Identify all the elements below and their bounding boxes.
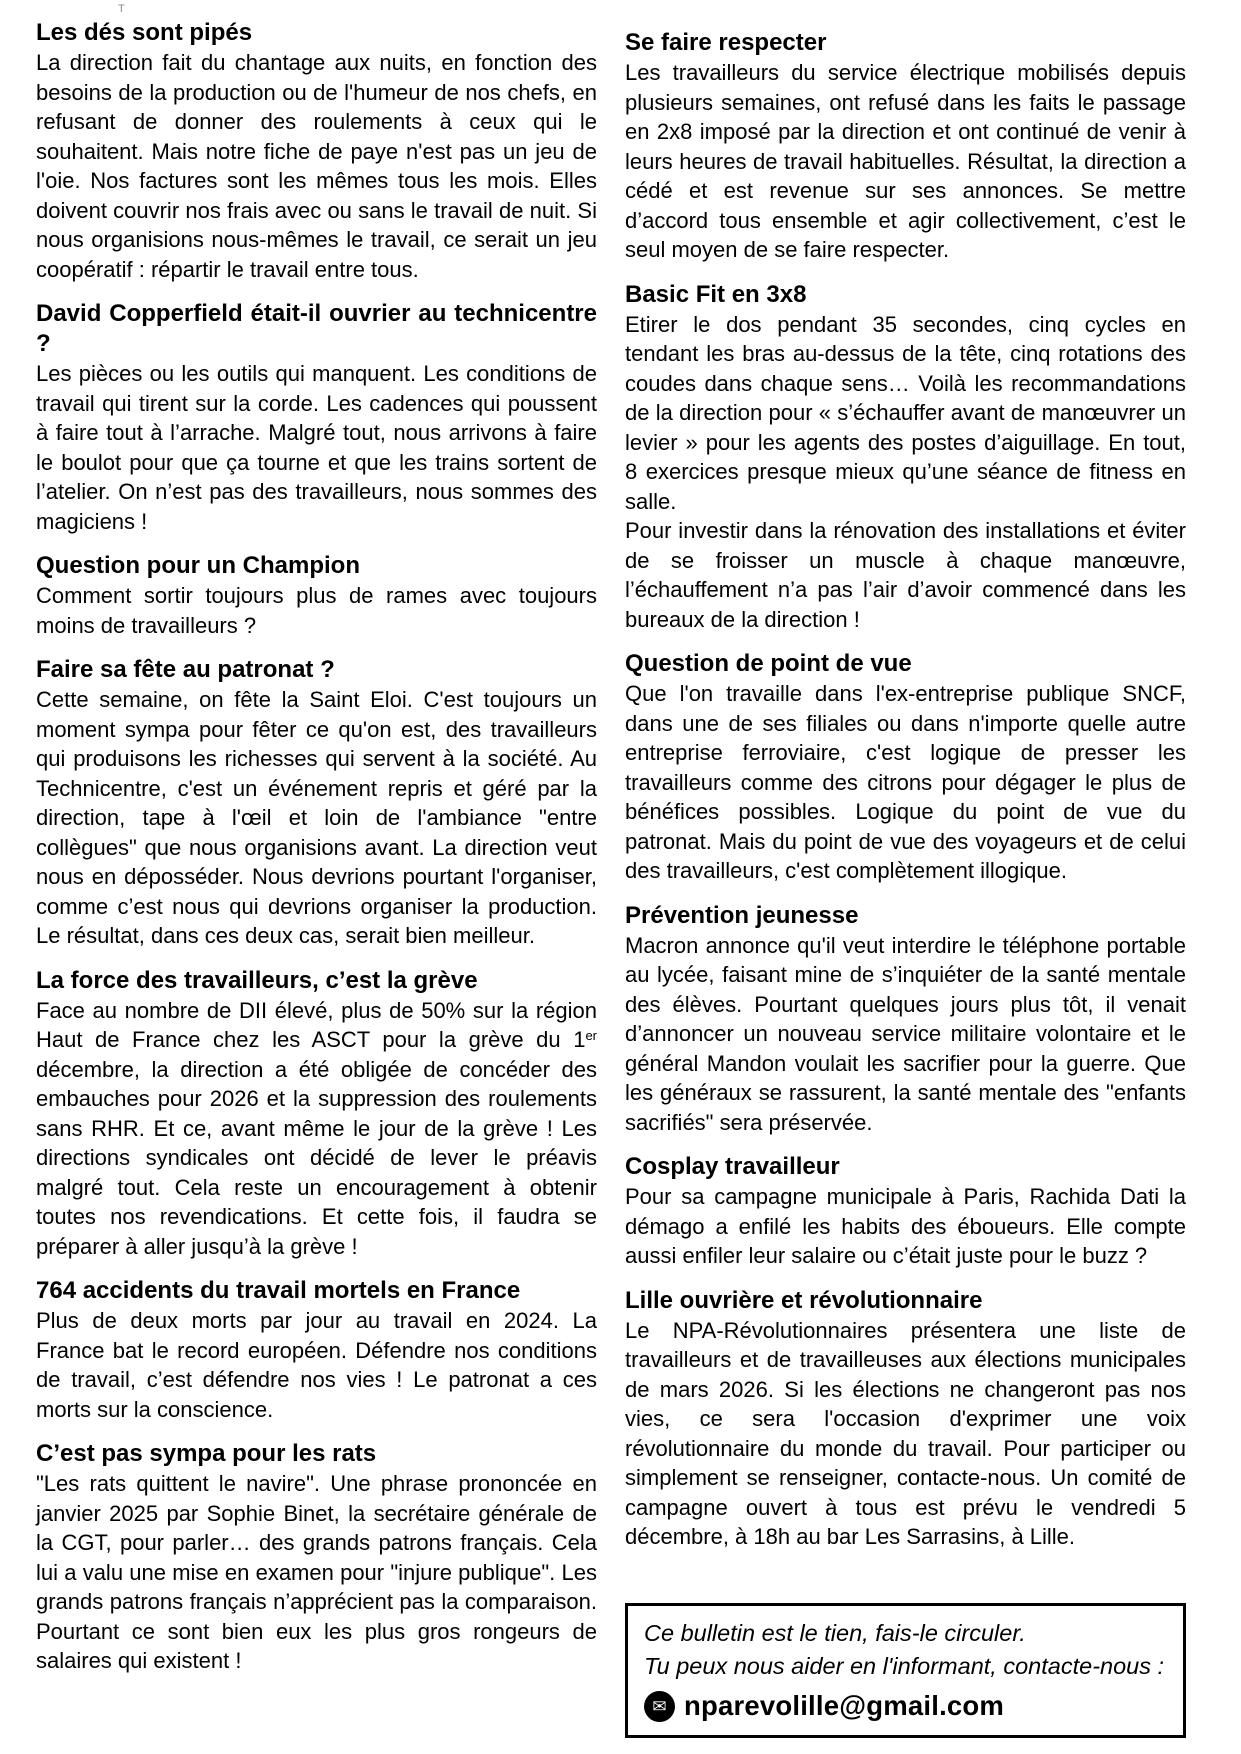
section-heading: Cosplay travailleur	[625, 1153, 840, 1180]
section-paragraph: Plus de deux morts par jour au travail en 2024. La France bat le record européen. Défendre nos conditions de travail, c’est défendre nos vies ! Le patronat a ces morts sur la conscience.	[36, 1308, 597, 1422]
section-paragraph: "Les rats quittent le navire". Une phrase prononcée en janvier 2025 par Sophie Binet, la secrétaire générale de la CGT, pour parler… des grands patrons français. Cela lui a valu une mise en examen pour "injure publique". Les grands patrons français n’apprécient pas la comparaison. Pourtant ce sont bien eux les plus gros rongeurs de salaires qui existent !	[36, 1471, 597, 1673]
envelope-icon: ✉	[644, 1691, 675, 1722]
section-heading: 764 accidents du travail mortels en France	[36, 1277, 521, 1304]
section-paragraph: Macron annonce qu'il veut interdire le téléphone portable au lycée, faisant mine de s’inquiéter de la santé mentale des élèves. Pourtant quelques jours plus tôt, il venait d’annoncer un nouveau service militaire volontaire et le général Mandon voulait les sacrifier pour la guerre. Que les généraux se rassurent, la santé mentale des "enfants sacrifiés" sera préservée.	[625, 932, 1186, 1135]
contact-email-text: nparevolille@gmail.com	[684, 1690, 1005, 1721]
section-paragraph: La direction fait du chantage aux nuits, en fonction des besoins de la production ou de l'humeur de nos chefs, en refusant de donner des roulements à ceux qui le souhaitent. Mais notre fiche de paye n'est pas un jeu de l'oie. Nos factures sont les mêmes tous les mois. Elles doivent couvrir nos frais avec ou sans le travail de nuit. Si nous organisions nous-mêmes le travail, ce serait un jeu coopératif : répartir le travail entre tous.	[36, 50, 597, 282]
article-section	[625, 28, 1186, 265]
section-heading: La force des travailleurs, c’est la grève	[36, 966, 478, 994]
section-heading: David Copperfield était-il ouvrier au technicentre ?	[36, 300, 597, 357]
article-section	[36, 655, 597, 951]
article-section	[625, 901, 1186, 1138]
superscript-ordinal: er	[585, 1028, 597, 1043]
section-heading: Prévention jeunesse	[625, 901, 859, 929]
section-heading: Lille ouvrière et révolutionnaire	[625, 1286, 983, 1314]
article-section	[36, 18, 597, 284]
section-heading: Se faire respecter	[625, 29, 827, 56]
left-column	[36, 18, 597, 1676]
article-section	[625, 649, 1186, 886]
section-paragraph: Pour investir dans la rénovation des installations et éviter de se froisser un muscle à chaque manœuvre, l’échauffement n’a pas l’air d’avoir commencé dans les bureaux de la direction !	[625, 518, 1186, 632]
contact-box	[625, 1603, 1186, 1738]
paragraph-text-after: décembre, la direction a été obligée de concéder des embauches pour 2026 et la suppression des roulements sans RHR. Et ce, avant même le jour de la grève ! Les directions syndicales ont décidé de lever le préavis malgré tout. Cela reste un encouragement à obtenir toutes nos revendications. Et cette fois, il faudra se préparer à aller jusqu’à la grève !	[36, 1056, 597, 1259]
section-paragraph: Comment sortir toujours plus de rames avec toujours moins de travailleurs ?	[36, 583, 597, 638]
contact-email[interactable]	[644, 1690, 1167, 1722]
right-column	[625, 28, 1186, 1552]
section-paragraph: Etirer le dos pendant 35 secondes, cinq cycles en tendant les bras au-dessus de la tête, cinq rotations des coudes dans chaque sens… Voilà les recommandations de la direction pour « s’échauffer avant de manœuvrer un levier » pour les agents des postes d’aiguillage. En tout, 8 exercices presque mieux qu’une séance de fitness en salle.	[625, 311, 1186, 514]
section-paragraph: Cette semaine, on fête la Saint Eloi. C'est toujours un moment sympa pour fêter ce qu'on est, des travailleurs qui produisons les richesses qui servent à la société. Au Technicentre, c'est un événement repris et géré par la direction, tape à l'œil et loin de l'ambiance "entre collègues" que nous organisions avant. La direction veut nous en déposséder. Nous devrions pourtant l'organiser, comme c’est nous qui devrions organiser la production. Le résultat, dans ces deux cas, serait bien meilleur.	[36, 687, 597, 948]
section-heading: Les dés sont pipés	[36, 19, 253, 46]
article-section	[36, 966, 597, 1262]
article-section	[36, 299, 597, 536]
section-heading: Question de point de vue	[625, 650, 912, 677]
section-heading: Question pour un Champion	[36, 552, 360, 579]
section-paragraph: Le NPA-Révolutionnaires présentera une liste de travailleurs et de travailleuses aux élections municipales de mars 2026. Si les élections ne changeront pas nos vies, ce sera l'occasion d'exprimer une voix révolutionnaire du monde du travail. Pour participer ou simplement se renseigner, contacte-nous. Un comité de campagne ouvert à tous est prévu le vendredi 5 décembre, à 18h au bar Les Sarrasins, à Lille.	[625, 1317, 1186, 1549]
section-heading: C’est pas sympa pour les rats	[36, 1440, 377, 1467]
section-paragraph: Que l'on travaille dans l'ex-entreprise publique SNCF, dans une de ses filiales ou dans n'importe quelle autre entreprise ferroviaire, c'est logique de presser les travailleurs comme des citrons pour dégager le plus de bénéfices possibles. Logique du point de vue du patronat. Mais du point de vue des voyageurs et de celui des travailleurs, c'est complètement illogique.	[625, 681, 1186, 883]
section-heading: Basic Fit en 3x8	[625, 280, 807, 308]
section-paragraph: Les travailleurs du service électrique mobilisés depuis plusieurs semaines, ont refusé dans les faits le passage en 2x8 imposé par la direction et ont continué de venir à leurs heures de travail habituelles. Résultat, la direction a cédé et est revenue sur ses annonces. Se mettre d’accord tous ensemble et agir collectivement, c’est le seul moyen de se faire respecter.	[625, 60, 1186, 262]
article-section	[36, 1276, 597, 1424]
paragraph-text-before: Face au nombre de DII élevé, plus de 50% sur la région Haut de France chez les ASCT pour la grève du 1	[36, 997, 597, 1052]
contact-note-line1: Ce bulletin est le tien, fais-le circuler.	[644, 1620, 1026, 1646]
article-section	[36, 1439, 597, 1676]
article-section	[36, 551, 597, 640]
page-artifact-letter: T	[118, 3, 125, 15]
article-section	[625, 1152, 1186, 1271]
contact-note-line2: Tu peux nous aider en l'informant, contacte-nous :	[644, 1653, 1165, 1679]
section-paragraph	[36, 996, 597, 1262]
article-section	[625, 280, 1186, 635]
section-paragraph: Pour sa campagne municipale à Paris, Rachida Dati la démago a enfilé les habits des éboueurs. Elle compte aussi enfiler leur salaire ou c’était juste pour le buzz ?	[625, 1184, 1186, 1268]
section-heading: Faire sa fête au patronat ?	[36, 656, 335, 683]
section-paragraph: Les pièces ou les outils qui manquent. Les conditions de travail qui tirent sur la corde. Les cadences qui poussent à faire tout à l’arrache. Malgré tout, nous arrivons à faire le boulot pour que ça tourne et que les trains sortent de l’atelier. On n’est pas des travailleurs, nous sommes des magiciens !	[36, 361, 597, 534]
article-section	[625, 1286, 1186, 1552]
